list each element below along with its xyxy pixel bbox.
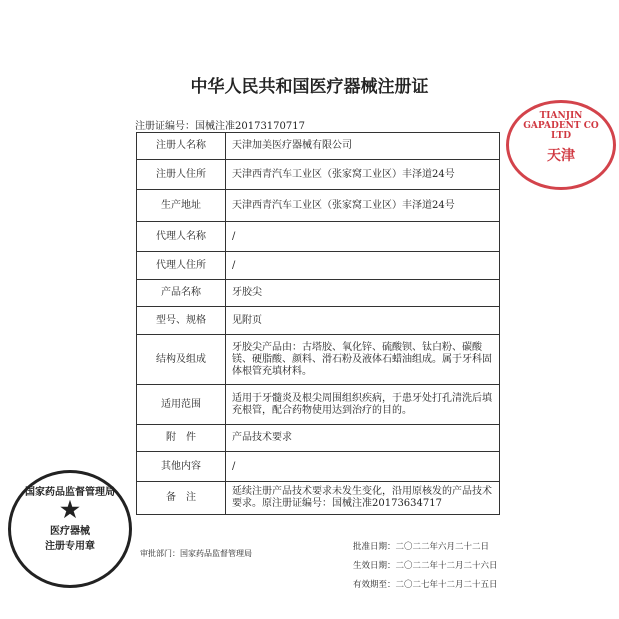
certificate-table bbox=[136, 132, 500, 515]
table-row bbox=[137, 160, 500, 190]
government-seal: 国家药品监督管理局 ★ 医疗器械 注册专用章 bbox=[8, 470, 132, 588]
company-seal: TIANJIN GAPADENT CO LTD 天津 bbox=[506, 100, 616, 190]
field-label: 生产地址 bbox=[137, 190, 226, 222]
field-label: 结构及组成 bbox=[137, 335, 226, 385]
table-row bbox=[137, 252, 500, 280]
field-label: 代理人住所 bbox=[137, 252, 226, 280]
approval-date: 批准日期：二〇二二年六月二十二日 bbox=[353, 542, 490, 552]
field-label: 产品名称 bbox=[137, 280, 226, 307]
page-title: 中华人民共和国医疗器械注册证 bbox=[190, 77, 429, 97]
field-value: 适用于牙髓炎及根尖周围组织疾病，于患牙处打孔清洗后填充根管，配合药物使用达到治疗的目的。 bbox=[226, 385, 500, 425]
field-value: 牙胶尖 bbox=[226, 280, 500, 307]
field-value: / bbox=[226, 452, 500, 482]
table-row bbox=[137, 385, 500, 425]
field-label: 代理人名称 bbox=[137, 222, 226, 252]
field-value: / bbox=[226, 222, 500, 252]
table-row bbox=[137, 222, 500, 252]
approver-label: 审批部门： bbox=[140, 549, 180, 558]
field-value: 产品技术要求 bbox=[226, 425, 500, 452]
star-icon: ★ bbox=[60, 497, 80, 523]
dates bbox=[353, 538, 498, 595]
table-row bbox=[137, 190, 500, 222]
reg-value: 国械注准20173170717 bbox=[195, 121, 305, 132]
table-row bbox=[137, 425, 500, 452]
field-label: 注册人名称 bbox=[137, 133, 226, 160]
expiry-date: 有效期至：二〇二七年十二月二十五日 bbox=[353, 580, 498, 590]
table-row bbox=[137, 133, 500, 160]
field-value: 牙胶尖产品由：古塔胶、氧化锌、硫酸钡、钛白粉、碳酸镁、硬脂酸、颜料、滑石粉及液体石蜡油组成。属于牙科固体根管充填材料。 bbox=[226, 335, 500, 385]
field-value: 延续注册产品技术要求未发生变化，沿用原核发的产品技术要求。原注册证编号：国械注准20173634717 bbox=[226, 482, 500, 515]
field-label: 附 件 bbox=[137, 425, 226, 452]
registration-number bbox=[135, 117, 305, 132]
approver-value: 国家药品监督管理局 bbox=[180, 549, 252, 558]
field-value: 天津西青汽车工业区（张家窝工业区）丰泽道24号 bbox=[226, 160, 500, 190]
field-label: 其他内容 bbox=[137, 452, 226, 482]
approver bbox=[140, 548, 252, 559]
field-value: 天津西青汽车工业区（张家窝工业区）丰泽道24号 bbox=[226, 190, 500, 222]
table-row bbox=[137, 280, 500, 307]
effective-date: 生效日期：二〇二二年十二月二十六日 bbox=[353, 561, 498, 571]
field-label: 注册人住所 bbox=[137, 160, 226, 190]
field-value: 天津加美医疗器械有限公司 bbox=[226, 133, 500, 160]
field-label: 型号、规格 bbox=[137, 307, 226, 335]
field-label: 备 注 bbox=[137, 482, 226, 515]
field-label: 适用范围 bbox=[137, 385, 226, 425]
reg-label: 注册证编号： bbox=[135, 121, 195, 132]
table-row bbox=[137, 452, 500, 482]
table-row bbox=[137, 307, 500, 335]
field-value: 见附页 bbox=[226, 307, 500, 335]
field-value: / bbox=[226, 252, 500, 280]
table-row bbox=[137, 482, 500, 515]
table-row bbox=[137, 335, 500, 385]
